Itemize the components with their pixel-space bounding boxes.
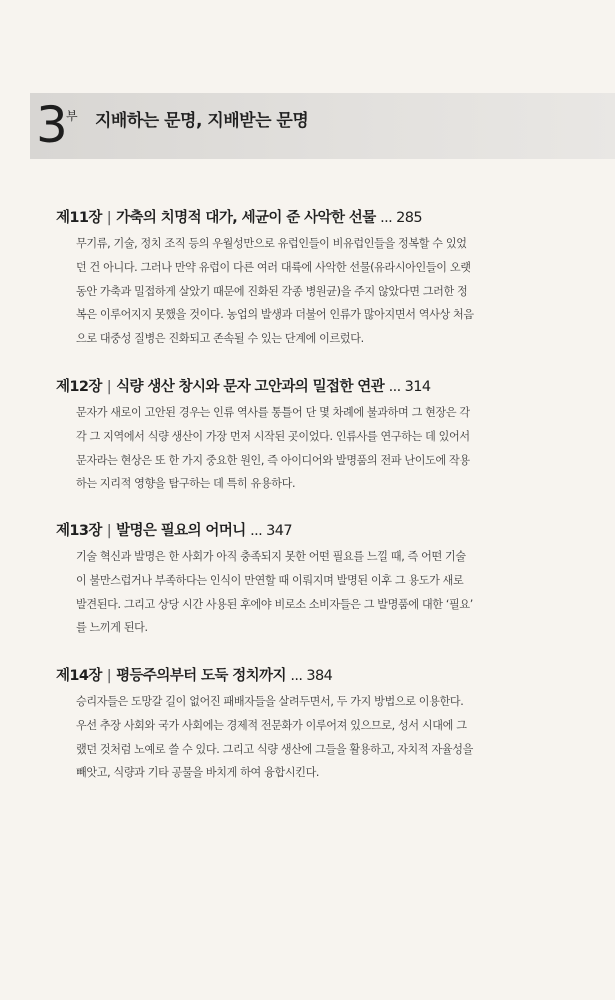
part-number: 3 (36, 96, 68, 154)
chapter-summary (56, 545, 576, 640)
summary-line: 으로 대중성 질병은 진화되고 존속될 수 있는 단계에 이르렀다. (76, 332, 364, 346)
summary-line: 우선 추장 사회와 국가 사회에는 경제적 전문화가 이루어져 있으므로, 성서 시대에 그 (76, 718, 467, 732)
summary-line: 승리자들은 도망갈 길이 없어진 패배자들을 살려두면서, 두 가지 방법으로 이용한다. (76, 695, 464, 708)
summary-line: 문자라는 현상은 또 한 가지 중요한 원인, 즉 아이디어와 발명품의 전파 난이도에 작용 (76, 453, 470, 467)
chapter-summary (56, 690, 576, 785)
summary-line: 각 그 지역에서 식량 생산이 가장 먼저 시작된 곳이었다. 인류사를 연구하는 데 있어서 (76, 429, 470, 443)
chapter-page: ... 314 (388, 379, 431, 395)
chapter-title: 가축의 치명적 대가, 세균이 준 사악한 선물 (116, 210, 376, 226)
summary-line: 던 건 아니다. 그러나 만약 유럽이 다른 여러 대륙에 사악한 선물(유라시아인들이 오랫 (76, 260, 471, 274)
chapter-title: 식량 생산 창시와 문자 고안과의 밀접한 연관 (116, 379, 385, 395)
chapter-summary (56, 401, 576, 496)
chapter-page: ... 384 (290, 668, 333, 684)
summary-line: 기술 혁신과 발명은 한 사회가 아직 충족되지 못한 어떤 필요를 느낄 때, 즉 어떤 기술 (76, 550, 466, 563)
chapter-summary (56, 232, 576, 351)
separator: | (106, 379, 112, 395)
chapter-heading (56, 206, 576, 227)
summary-line: 이 불만스럽거나 부족하다는 인식이 만연할 때 이뤄지며 발명된 이후 그 용도가 새로 (76, 573, 464, 587)
summary-line: 빼앗고, 식량과 기타 공물을 바치게 하여 융합시킨다. (76, 766, 320, 780)
part-title: 지배하는 문명, 지배받는 문명 (95, 111, 309, 131)
summary-line: 를 느끼게 된다. (76, 621, 148, 635)
summary-line: 문자가 새로이 고안된 경우는 인류 역사를 통틀어 단 몇 차례에 불과하며 그 현장은 각 (76, 406, 470, 419)
chapter-heading (56, 664, 576, 685)
chapter-title: 평등주의부터 도둑 정치까지 (116, 668, 286, 684)
separator: | (106, 668, 112, 684)
summary-line: 동안 가축과 밀접하게 살았기 때문에 진화된 각종 병원균)을 주지 않았다면 그러한 정 (76, 284, 468, 298)
chapter-label: 제11장 (56, 210, 102, 226)
chapter-14 (56, 664, 576, 785)
separator: | (106, 210, 112, 226)
separator: | (106, 523, 112, 539)
summary-line: 발견된다. 그리고 상당 시간 사용된 후에야 비로소 소비자들은 그 발명품에 대한 ‘필요’ (76, 597, 473, 611)
summary-line: 하는 지리적 영향을 탐구하는 데 특히 유용하다. (76, 477, 296, 491)
chapter-11 (56, 206, 576, 351)
summary-line: 랬던 것처럼 노예로 쓸 수 있다. 그리고 식량 생산에 그들을 활용하고, 자치적 자율성을 (76, 742, 473, 756)
summary-line: 무기류, 기술, 정치 조직 등의 우월성만으로 유럽인들이 비유럽인들을 정복할 수 있었 (76, 237, 467, 250)
chapter-page: ... 347 (250, 523, 293, 539)
chapter-label: 제13장 (56, 523, 102, 539)
part-suffix: 부 (66, 109, 78, 123)
chapter-heading (56, 519, 576, 540)
chapter-13 (56, 519, 576, 640)
chapter-12 (56, 375, 576, 496)
chapter-page: ... 285 (380, 210, 422, 226)
chapter-label: 제14장 (56, 668, 102, 684)
chapter-label: 제12장 (56, 379, 102, 395)
chapter-heading (56, 375, 576, 396)
chapter-title: 발명은 필요의 어머니 (116, 523, 246, 539)
summary-line: 복은 이루어지지 못했을 것이다. 농업의 발생과 더불어 인류가 많아지면서 역사상 처음 (76, 308, 474, 322)
